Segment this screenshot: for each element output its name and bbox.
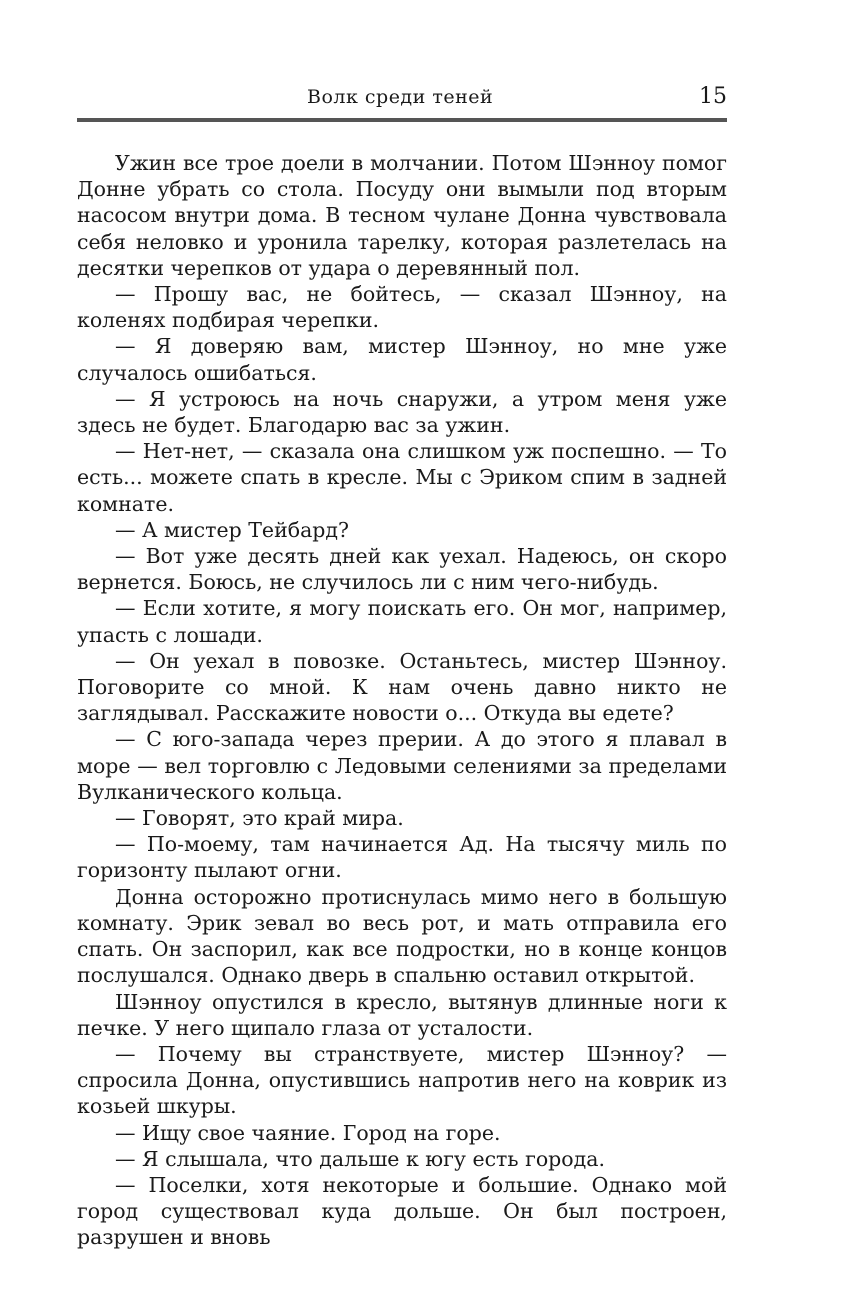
running-header xyxy=(77,84,727,114)
paragraph: — Говорят, это край мира. xyxy=(115,806,404,831)
paragraph: Шэнноу опустился в кресло, вытянув длинные ноги к печке. У него щипало глаза от усталости. xyxy=(77,989,727,1040)
paragraph: — Если хотите, я могу поискать его. Он мог, например, упасть с лошади. xyxy=(77,596,727,647)
paragraph: — Прошу вас, не бойтесь, — сказал Шэнноу, на коленях подбирая черепки. xyxy=(77,282,727,333)
body-text xyxy=(77,150,727,1251)
page-number: 15 xyxy=(699,84,727,109)
paragraph: — Ищу свое чаяние. Город на горе. xyxy=(115,1120,501,1145)
paragraph: — Я устроюсь на ночь снаружи, а утром меня уже здесь не будет. Благодарю вас за ужин. xyxy=(77,386,727,438)
paragraph: — Я слышала, что дальше к югу есть города. xyxy=(115,1146,605,1171)
paragraph: Ужин все трое доели в молчании. Потом Шэнноу помог Донне убрать со стола. Посуду они вымыли под вторым насосом внутри дома. В тесном чулане Донна чувствовала себя неловко и уронила тарелку, которая разлетелась на десятки черепков от удара о деревянный пол. xyxy=(77,151,727,280)
running-title: Волк среди теней xyxy=(307,86,494,108)
paragraph: — Он уехал в повозке. Останьтесь, мистер Шэнноу. Поговорите со мной. К нам очень давно никто не заглядывал. Расскажите новости о... Откуда вы едете? xyxy=(77,648,727,726)
paragraph: — Поселки, хотя некоторые и большие. Однако мой город существовал куда дольше. Он был построен, разрушен и вновь xyxy=(77,1172,727,1250)
paragraph: — По-моему, там начинается Ад. На тысячу миль по горизонту пылают огни. xyxy=(77,832,727,883)
paragraph: — С юго-запада через прерии. А до этого я плавал в море — вел торговлю с Ледовыми селениями за пределами Вулканического кольца. xyxy=(77,727,727,804)
paragraph: Донна осторожно протиснулась мимо него в большую комнату. Эрик зевал во весь рот, и мать отправила его спать. Он заспорил, как все подростки, но в конце концов послушался. Однако дверь в спальню оставил открытой. xyxy=(77,884,727,988)
paragraph: — Почему вы странствуете, мистер Шэнноу? — спросила Донна, опустившись напротив него на коврик из козьей шкуры. xyxy=(77,1041,727,1119)
paragraph: — Нет-нет, — сказала она слишком уж поспешно. — То есть... можете спать в кресле. Мы с Эриком спим в задней комнате. xyxy=(77,439,727,516)
header-rule xyxy=(77,118,727,122)
paragraph: — А мистер Тейбард? xyxy=(115,517,350,542)
paragraph: — Вот уже десять дней как уехал. Надеюсь, он скоро вернется. Боюсь, не случилось ли с ним чего-нибудь. xyxy=(77,544,727,595)
paragraph: — Я доверяю вам, мистер Шэнноу, но мне уже случалось ошибаться. xyxy=(77,334,727,385)
